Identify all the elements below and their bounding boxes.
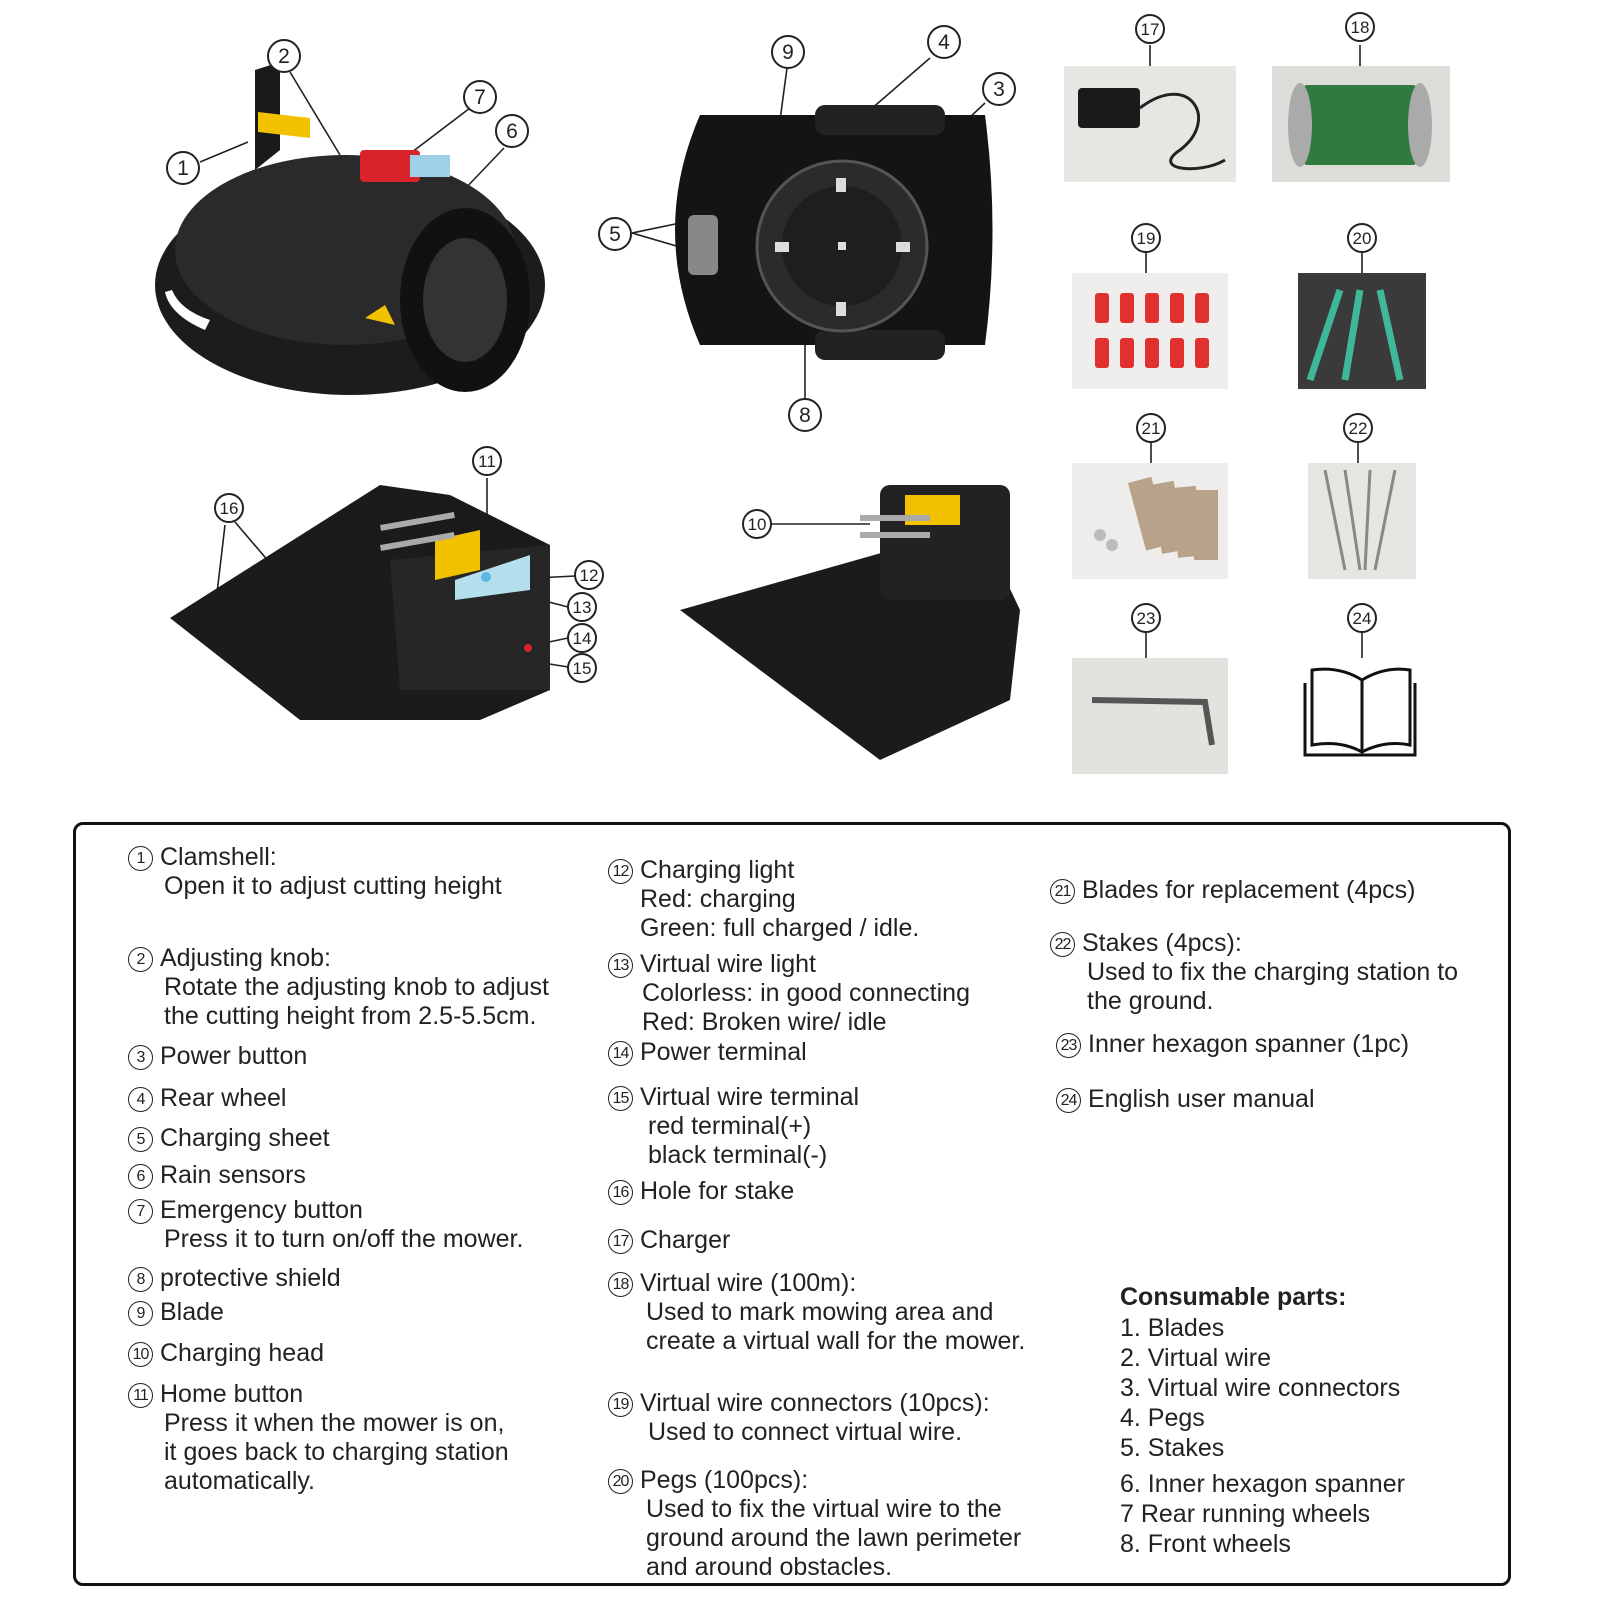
legend-desc: automatically.: [164, 1467, 315, 1495]
legend-item-11: [128, 1380, 509, 1496]
legend-title: Clamshell:: [160, 843, 277, 871]
legend-item-7: [128, 1196, 523, 1254]
legend-title: Virtual wire terminal: [640, 1083, 860, 1111]
legend-num: 6: [128, 1164, 153, 1189]
connectors-photo: [1072, 273, 1228, 389]
callout-24: 24: [1347, 603, 1377, 633]
legend-title: Adjusting knob:: [160, 944, 331, 972]
callout-10: 10: [742, 509, 772, 539]
charging-station-right: [680, 485, 1020, 760]
callout-11: 11: [472, 446, 502, 476]
legend-num: 12: [608, 859, 633, 884]
callout-16: 16: [214, 493, 244, 523]
legend-item-22: [1050, 929, 1458, 1016]
legend-desc: the ground.: [1087, 987, 1214, 1015]
callout-13: 13: [567, 592, 597, 622]
legend-title: Inner hexagon spanner (1pc): [1088, 1030, 1410, 1058]
callout-3: 3: [982, 72, 1016, 106]
legend-item-18: [608, 1269, 1025, 1356]
legend-desc: Red: charging: [640, 885, 796, 913]
consumable-item: 2. Virtual wire: [1120, 1344, 1271, 1372]
callout-7: 7: [463, 80, 497, 114]
legend-num: 14: [608, 1041, 633, 1066]
legend-title: Charging sheet: [160, 1124, 330, 1152]
legend-desc: Press it when the mower is on,: [164, 1409, 505, 1437]
legend-title: Charger: [640, 1226, 731, 1254]
legend-num: 16: [608, 1180, 633, 1205]
legend-desc: Used to mark mowing area and: [646, 1298, 994, 1326]
legend-desc: Press it to turn on/off the mower.: [164, 1225, 524, 1253]
legend-num: 18: [608, 1272, 633, 1297]
legend-desc: Used to fix the virtual wire to the: [646, 1495, 1002, 1523]
legend-item-2: [128, 944, 549, 1031]
legend-desc: Used to connect virtual wire.: [648, 1418, 963, 1446]
legend-desc: the cutting height from 2.5-5.5cm.: [164, 1002, 537, 1030]
legend-title: Hole for stake: [640, 1177, 795, 1205]
legend-num: 8: [128, 1267, 153, 1292]
consumable-item: 1. Blades: [1120, 1314, 1225, 1342]
callout-5: 5: [598, 217, 632, 251]
callout-15: 15: [567, 653, 597, 683]
legend-title: Pegs (100pcs):: [640, 1466, 809, 1494]
legend-item-3: [128, 1042, 307, 1071]
legend-desc: create a virtual wall for the mower.: [646, 1327, 1026, 1355]
callout-12: 12: [574, 560, 604, 590]
legend-num: 17: [608, 1229, 633, 1254]
legend-num: 24: [1056, 1088, 1081, 1113]
callout-8: 8: [788, 398, 822, 432]
callout-20: 20: [1347, 223, 1377, 253]
callout-14: 14: [567, 623, 597, 653]
legend-title: Virtual wire light: [640, 950, 817, 978]
legend-title: Blade: [160, 1298, 224, 1326]
callout-19: 19: [1131, 223, 1161, 253]
legend-title: Charging head: [160, 1339, 325, 1367]
callout-9: 9: [771, 35, 805, 69]
legend-num: 23: [1056, 1033, 1081, 1058]
legend-num: 7: [128, 1199, 153, 1224]
legend-item-10: [128, 1339, 324, 1368]
callout-4: 4: [927, 25, 961, 59]
legend-item-17: [608, 1226, 730, 1255]
legend-item-1: [128, 843, 502, 901]
legend-item-20: [608, 1466, 1021, 1582]
legend-desc: Rotate the adjusting knob to adjust: [164, 973, 549, 1001]
legend-desc: red terminal(+): [648, 1112, 812, 1140]
legend-desc: Colorless: in good connecting: [642, 979, 970, 1007]
legend-num: 11: [128, 1383, 153, 1408]
legend-num: 9: [128, 1301, 153, 1326]
legend-title: Emergency button: [160, 1196, 363, 1224]
consumable-item: 7 Rear running wheels: [1120, 1500, 1371, 1528]
pegs-photo: [1298, 273, 1426, 389]
legend-item-24: [1056, 1085, 1315, 1114]
mower-bottom-view: [675, 105, 993, 360]
consumable-item: 4. Pegs: [1120, 1404, 1205, 1432]
legend-num: 10: [128, 1342, 153, 1367]
consumables-list: [1120, 1313, 1405, 1559]
consumables-title: Consumable parts:: [1120, 1283, 1347, 1311]
legend-desc: and around obstacles.: [646, 1553, 893, 1581]
legend-title: Rear wheel: [160, 1084, 287, 1112]
legend-item-21: [1050, 876, 1415, 905]
legend-item-16: [608, 1177, 794, 1206]
consumable-item: 8. Front wheels: [1120, 1530, 1291, 1558]
callout-23: 23: [1131, 603, 1161, 633]
legend-title: Power button: [160, 1042, 308, 1070]
legend-item-9: [128, 1298, 224, 1327]
legend-desc: Green: full charged / idle.: [640, 914, 920, 942]
legend-item-13: [608, 950, 970, 1037]
legend-item-6: [128, 1161, 306, 1190]
legend-title: Home button: [160, 1380, 304, 1408]
legend-desc: black terminal(-): [648, 1141, 828, 1169]
manual-icon: [1305, 669, 1415, 755]
legend-num: 19: [608, 1392, 633, 1417]
legend-title: English user manual: [1088, 1085, 1315, 1113]
legend-num: 20: [608, 1469, 633, 1494]
blades-photo: [1072, 463, 1228, 579]
callout-2: 2: [267, 39, 301, 73]
callout-6: 6: [495, 114, 529, 148]
consumable-item: 3. Virtual wire connectors: [1120, 1374, 1401, 1402]
legend-item-12: [608, 856, 919, 943]
legend-desc: Open it to adjust cutting height: [164, 872, 502, 900]
legend-num: 3: [128, 1045, 153, 1070]
spanner-photo: [1072, 658, 1228, 774]
consumable-item: 6. Inner hexagon spanner: [1120, 1470, 1405, 1498]
callout-22: 22: [1343, 413, 1373, 443]
legend-title: Rain sensors: [160, 1161, 306, 1189]
legend-title: Power terminal: [640, 1038, 807, 1066]
legend-title: Stakes (4pcs):: [1082, 929, 1242, 957]
legend-num: 5: [128, 1127, 153, 1152]
legend-item-14: [608, 1038, 807, 1067]
legend-desc: Red: Broken wire/ idle: [642, 1008, 887, 1036]
legend-item-8: [128, 1264, 341, 1293]
callout-1: 1: [166, 151, 200, 185]
callout-21: 21: [1136, 413, 1166, 443]
legend-num: 13: [608, 953, 633, 978]
legend-title: Charging light: [640, 856, 795, 884]
consumable-item: 5. Stakes: [1120, 1434, 1225, 1462]
legend-num: 4: [128, 1087, 153, 1112]
legend-num: 22: [1050, 932, 1075, 957]
legend-title: Virtual wire (100m):: [640, 1269, 857, 1297]
legend-num: 21: [1050, 879, 1075, 904]
stakes-photo: [1308, 463, 1416, 579]
legend-item-23: [1056, 1030, 1409, 1059]
legend-title: protective shield: [160, 1264, 341, 1292]
callout-17: 17: [1135, 14, 1165, 44]
legend-item-19: [608, 1389, 990, 1447]
legend-desc: ground around the lawn perimeter: [646, 1524, 1022, 1552]
legend-item-5: [128, 1124, 330, 1153]
charger-photo: [1064, 66, 1236, 182]
legend-num: 2: [128, 947, 153, 972]
callout-18: 18: [1345, 12, 1375, 42]
legend-num: 1: [128, 846, 153, 871]
legend-title: Virtual wire connectors (10pcs):: [640, 1389, 990, 1417]
legend-title: Blades for replacement (4pcs): [1082, 876, 1416, 904]
legend-num: 15: [608, 1086, 633, 1111]
legend-item-15: [608, 1083, 859, 1170]
legend-item-4: [128, 1084, 286, 1113]
legend-desc: it goes back to charging station: [164, 1438, 509, 1466]
legend-desc: Used to fix the charging station to: [1087, 958, 1459, 986]
virtual-wire-photo: [1272, 66, 1450, 182]
